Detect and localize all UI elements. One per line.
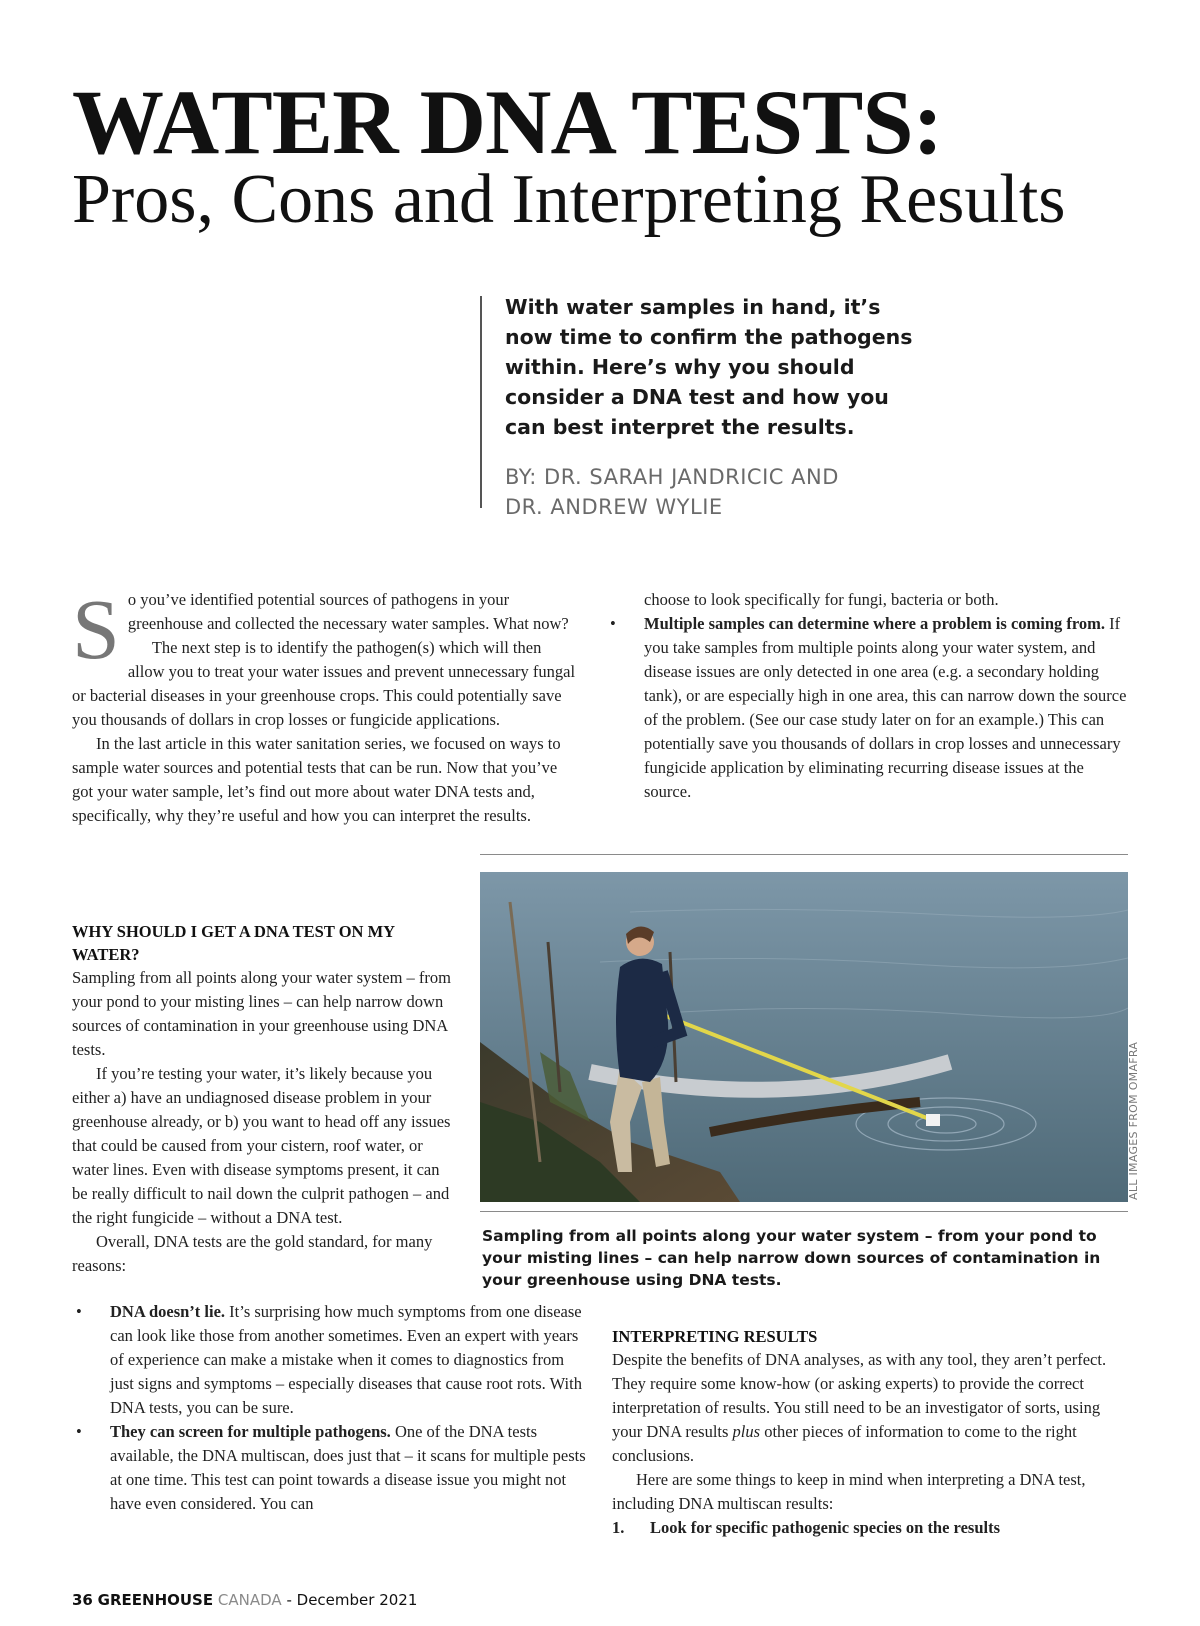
magazine-name-light: CANADA — [217, 1591, 282, 1609]
footer-separator: - — [286, 1591, 292, 1609]
byline-line-1: BY: DR. SARAH JANDRICIC AND — [505, 465, 839, 489]
item-1-number: 1. — [612, 1518, 625, 1537]
right-column-bottom — [612, 1325, 1128, 1540]
drop-cap: S — [72, 581, 120, 677]
bullet-3-lead: Multiple samples can determine where a problem is coming from. — [644, 614, 1106, 633]
bullet-1-text: It’s surprising how much symptoms from one disease can look like those from another sometimes. Even an expert with years of experience can make a mistake when it comes to diagnostics from just signs and symptoms – especially diseases that cause root rots. With DNA tests, you can be sure. — [110, 1302, 582, 1417]
byline-line-2: DR. ANDREW WYLIE — [505, 495, 723, 519]
photo-caption: Sampling from all points along your water system – from your pond to your misting lines – can help narrow down sources of contamination in your greenhouse using DNA tests. — [482, 1227, 1101, 1289]
bullet-multiple-samples — [606, 612, 1128, 804]
benefits-emphasis: plus — [732, 1422, 761, 1441]
continued-text: choose to look specifically for fungi, bacteria or both. — [644, 590, 999, 609]
deck-text: With water samples in hand, it’s now time to confirm the pathogens within. Here’s why you should consider a DNA test and how you can best interpret the results. — [505, 295, 913, 439]
bullet-2-lead: They can screen for multiple pathogens. — [110, 1422, 391, 1441]
byline — [505, 462, 925, 522]
section-heading-why: WHY SHOULD I GET A DNA TEST ON MY WATER? — [72, 922, 395, 964]
numbered-item-1 — [612, 1516, 1128, 1540]
benefits-text-a: Despite the benefits of DNA analyses, as with any tool, they aren’t perfect. They require some know-how (or asking experts) to provide the correct interpretation of results. You still need to be an investigator of sorts, using your DNA results — [612, 1350, 1107, 1441]
issue-date: December 2021 — [296, 1591, 418, 1609]
magazine-name: GREENHOUSE — [97, 1591, 214, 1609]
left-column — [72, 581, 578, 828]
paragraph-benefits — [612, 1348, 1128, 1468]
photo-bottom-rule — [480, 1211, 1128, 1212]
paragraph-next-step: The next step is to identify the pathogen(s) which will then allow you to treat your water issues and prevent unnecessary fungal or bacterial diseases in your greenhouse crops. This could potentially save you thousands of dollars in crop losses or fungicide applications. — [72, 638, 576, 729]
deck-divider — [480, 296, 482, 508]
paragraph-sampling: Sampling from all points along your water system – from your pond to your misting lines – can help narrow down sources of contamination in your greenhouse using DNA tests. — [72, 968, 451, 1059]
article-subtitle: Pros, Cons and Interpreting Results — [72, 161, 1066, 238]
left-bullets — [72, 1300, 588, 1516]
bullet-1-lead: DNA doesn’t lie. — [110, 1302, 226, 1321]
bullet-dna-doesnt-lie — [72, 1300, 588, 1420]
paragraph-gold-standard: Overall, DNA tests are the gold standard, for many reasons: — [72, 1232, 433, 1275]
right-column-top — [606, 588, 1128, 804]
paragraph-testing: If you’re testing your water, it’s likely because you either a) have an undiagnosed disease problem in your greenhouse already, or b) you want to head off any issues that could be caused from your cistern, roof water, or water lines. Even with disease symptoms present, it can be really difficult to nail down the culprit pathogen – and the right fungicide – without a DNA test. — [72, 1064, 451, 1227]
article-title: WATER DNA TESTS: — [72, 71, 943, 173]
intro-paragraph — [72, 581, 578, 677]
photo-top-rule — [480, 854, 1128, 855]
paragraph-keep-in-mind: Here are some things to keep in mind when interpreting a DNA test, including DNA multiscan results: — [612, 1470, 1086, 1513]
bullet-multiple-pathogens — [72, 1420, 588, 1516]
benefits-text-b: other pieces of information to come to the right conclusions. — [612, 1422, 1077, 1465]
section-heading-interpreting: INTERPRETING RESULTS — [612, 1327, 818, 1346]
left-column-lower — [72, 920, 456, 1278]
page-number: 36 — [72, 1591, 93, 1609]
photo-illustration — [480, 872, 1128, 1202]
bullet-2-text: One of the DNA tests available, the DNA multiscan, does just that – it scans for multiple pests at one time. This test can point towards a disease issue you might not have even considered. You can — [110, 1422, 586, 1513]
photo-credit: ALL IMAGES FROM OMAFRA — [1127, 1041, 1140, 1200]
page-footer — [72, 1590, 672, 1610]
paragraph-last-article: In the last article in this water sanitation series, we focused on ways to sample water sources and potential tests that can be run. Now that you’ve got your water sample, let’s find out more about water DNA tests and, specifically, why they’re useful and how you can interpret the results. — [72, 734, 561, 825]
photo-water-sampling — [480, 872, 1128, 1202]
item-1-text: Look for specific pathogenic species on the results — [650, 1518, 1001, 1537]
intro-text: o you’ve identified potential sources of pathogens in your greenhouse and collected the necessary water samples. What now? — [127, 590, 569, 633]
bullet-3-text: If you take samples from multiple points along your water system, and disease issues are only detected in one area (e.g. a secondary holding tank), or are especially high in one area, this can narrow down the source of the problem. (See our case study later on for an example.) This can potentially save you thousands of dollars in crop losses and unnecessary fungicide application by eliminating recurring disease issues at the source. — [644, 614, 1127, 801]
